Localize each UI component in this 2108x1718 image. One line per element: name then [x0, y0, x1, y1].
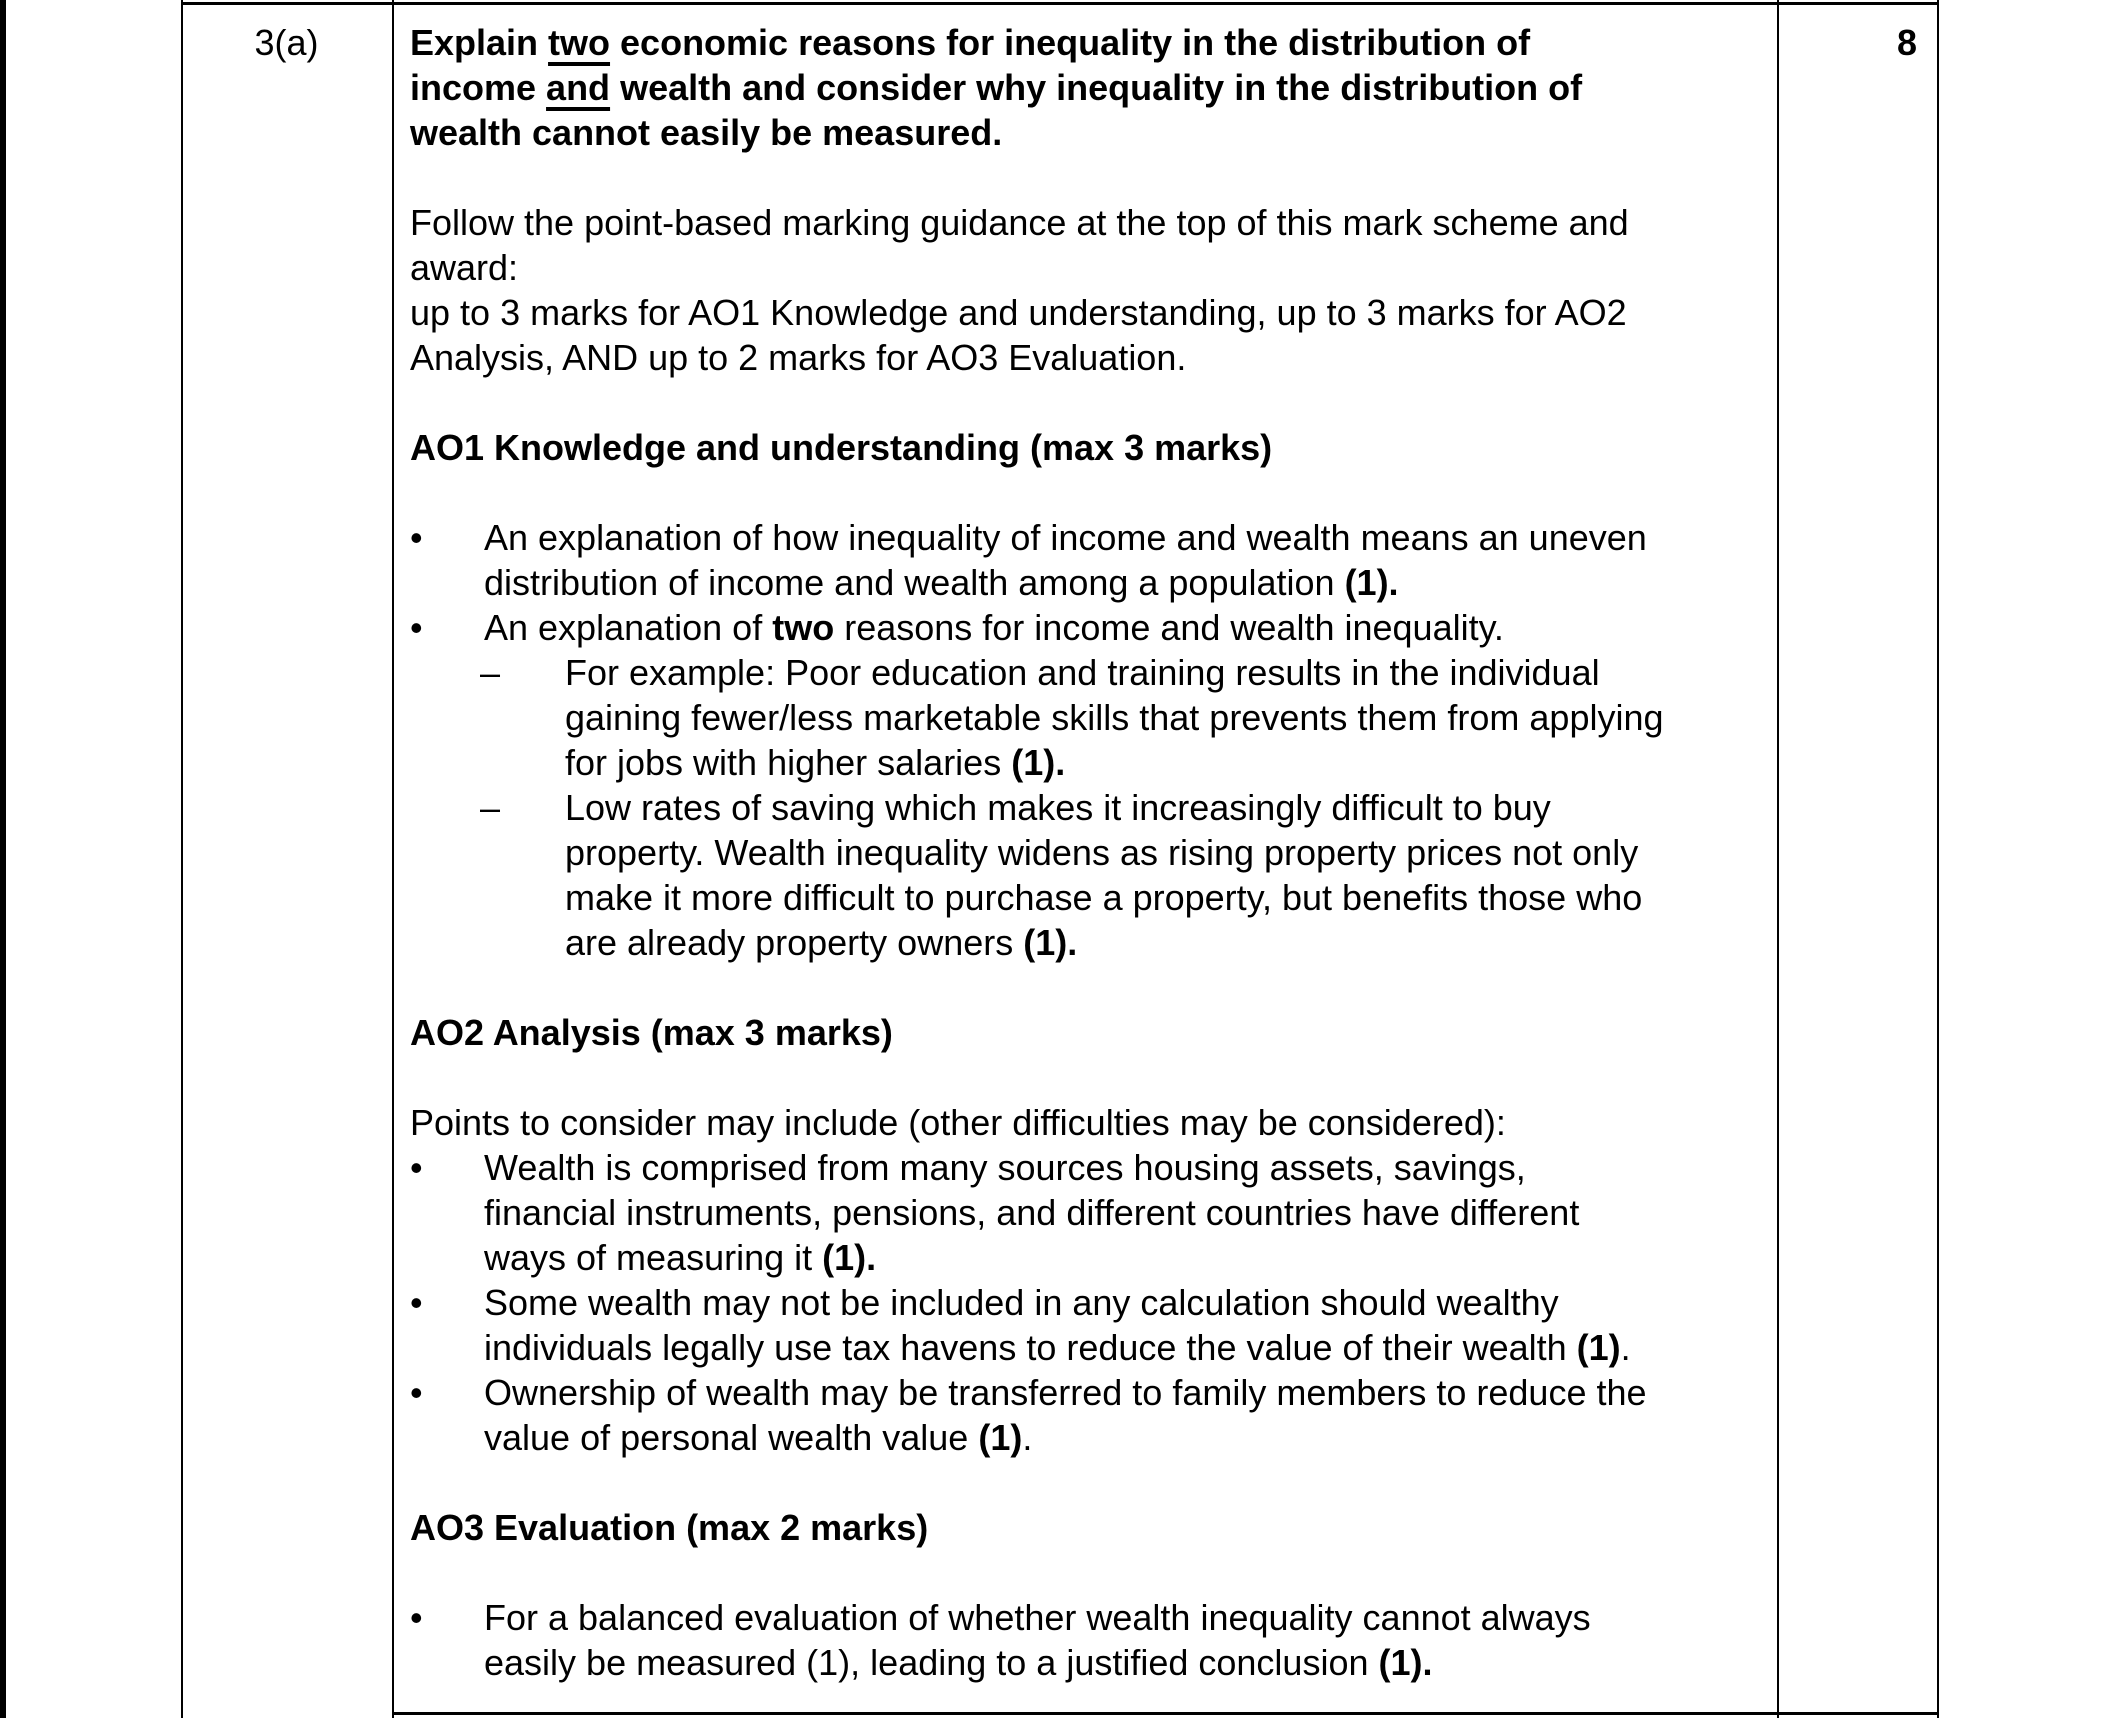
bullet-icon: •	[410, 1147, 423, 1188]
text-run: AO3 Evaluation (max 2 marks)	[410, 1507, 929, 1548]
paragraph-line	[410, 200, 1775, 245]
bullet-item-line	[410, 605, 1775, 650]
blank-line	[410, 1550, 1775, 1595]
bullet-icon: •	[410, 1372, 423, 1413]
text-run: (1).	[1023, 922, 1078, 963]
text-run: (1).	[1344, 562, 1399, 603]
paragraph-line	[410, 1100, 1775, 1145]
text-run: (1)	[978, 1417, 1023, 1458]
text-run: wealth and consider why inequality in the distribution of	[610, 67, 1583, 108]
paragraph-line	[410, 245, 1775, 290]
bullet-item-line	[410, 1370, 1775, 1415]
text-run-group	[565, 650, 1600, 695]
dash-item-line	[410, 920, 1775, 965]
bullet-item-line	[410, 1145, 1775, 1190]
text-run: gaining fewer/less marketable skills that prevents them from applying	[565, 697, 1664, 738]
marks-cell	[1781, 7, 1917, 65]
table-border-question-left	[181, 0, 183, 1718]
question-text-line	[410, 110, 1775, 155]
bullet-icon: •	[410, 1597, 423, 1638]
text-run: up to 3 marks for AO1 Knowledge and understanding, up to 3 marks for AO2	[410, 292, 1627, 333]
bullet-item-line	[410, 560, 1775, 605]
bullet-item-line	[410, 1280, 1775, 1325]
answer-cell	[410, 7, 1775, 1685]
text-run: two	[548, 22, 611, 63]
text-run: for jobs with higher salaries	[565, 742, 1012, 783]
text-run: award:	[410, 247, 519, 288]
blank-line	[410, 1055, 1775, 1100]
blank-line	[410, 470, 1775, 515]
text-run: Ownership of wealth may be transferred to family members to reduce the	[484, 1372, 1647, 1413]
question-number: 3(a)	[254, 22, 319, 63]
text-run: wealth cannot easily be measured.	[410, 112, 1003, 153]
text-run: Some wealth may not be included in any calculation should wealthy	[484, 1282, 1559, 1323]
blank-line	[410, 155, 1775, 200]
text-run: .	[1620, 1327, 1631, 1368]
dash-item-line	[410, 830, 1775, 875]
table-border-answer-left	[392, 0, 394, 1718]
bullet-item-line	[410, 1325, 1775, 1370]
bullet-icon: •	[410, 1282, 423, 1323]
bullet-item-line	[410, 1235, 1775, 1280]
marks-value: 8	[1896, 22, 1917, 63]
text-run: property. Wealth inequality widens as rising property prices not only	[565, 832, 1639, 873]
text-run-group	[565, 785, 1551, 830]
section-heading-line	[410, 425, 1775, 470]
table-border-right	[1937, 0, 1939, 1718]
section-heading-line	[410, 1505, 1775, 1550]
text-run: AO1 Knowledge and understanding (max 3 marks)	[410, 427, 1273, 468]
blank-line	[410, 380, 1775, 425]
table-border-top	[181, 2, 1939, 5]
section-heading-line	[410, 1010, 1775, 1055]
bullet-icon: •	[410, 607, 423, 648]
text-run: Explain	[410, 22, 549, 63]
text-run: Analysis, AND up to 2 marks for AO3 Evaluation.	[410, 337, 1187, 378]
text-run-group	[484, 605, 1504, 650]
question-text-line	[410, 20, 1775, 65]
text-run: Points to consider may include (other difficulties may be considered):	[410, 1102, 1506, 1143]
text-run: For example: Poor education and training results in the individual	[565, 652, 1600, 693]
dash-item-line	[410, 650, 1775, 695]
text-run: Wealth is comprised from many sources housing assets, savings,	[484, 1147, 1526, 1188]
blank-line	[410, 1460, 1775, 1505]
text-run-group	[484, 1280, 1559, 1325]
dash-item-line	[410, 695, 1775, 740]
text-run: (1).	[1011, 742, 1066, 783]
text-run: financial instruments, pensions, and different countries have different	[484, 1192, 1580, 1233]
text-run: ways of measuring it	[484, 1237, 823, 1278]
blank-line	[410, 965, 1775, 1010]
text-run-group	[484, 515, 1647, 560]
dash-item-line	[410, 740, 1775, 785]
bullet-item-line	[410, 515, 1775, 560]
bullet-item-line	[410, 1640, 1775, 1685]
text-run: and	[546, 67, 611, 108]
text-run-group	[484, 1595, 1591, 1640]
text-run: Low rates of saving which makes it increasingly difficult to buy	[565, 787, 1551, 828]
text-run: value of personal wealth value	[484, 1417, 979, 1458]
text-run: Follow the point-based marking guidance at the top of this mark scheme and	[410, 202, 1629, 243]
text-run-group	[484, 1145, 1526, 1190]
text-run: For a balanced evaluation of whether wealth inequality cannot always	[484, 1597, 1591, 1638]
text-run: reasons for income and wealth inequality.	[834, 607, 1504, 648]
bullet-item-line	[410, 1190, 1775, 1235]
text-run: (1)	[1576, 1327, 1621, 1368]
text-run: income	[410, 67, 547, 108]
text-run: (1).	[822, 1237, 877, 1278]
table-border-marks-left	[1777, 0, 1779, 1718]
text-run-group	[484, 1370, 1647, 1415]
text-run: .	[1022, 1417, 1033, 1458]
text-run: An explanation of how inequality of income and wealth means an uneven	[484, 517, 1647, 558]
question-number-cell	[183, 7, 390, 65]
text-run: (1).	[1378, 1642, 1433, 1683]
text-run: make it more difficult to purchase a property, but benefits those who	[565, 877, 1643, 918]
bullet-icon: •	[410, 517, 423, 558]
dash-item-line	[410, 875, 1775, 920]
bullet-item-line	[410, 1595, 1775, 1640]
text-run: two	[772, 607, 835, 648]
text-run: An explanation of	[484, 607, 773, 648]
bullet-item-line	[410, 1415, 1775, 1460]
dash-icon: –	[480, 787, 501, 828]
text-run: economic reasons for inequality in the distribution of	[610, 22, 1531, 63]
text-run: individuals legally use tax havens to reduce the value of their wealth	[484, 1327, 1577, 1368]
paragraph-line	[410, 335, 1775, 380]
text-run: AO2 Analysis (max 3 marks)	[410, 1012, 893, 1053]
text-run: are already property owners	[565, 922, 1024, 963]
question-text-line	[410, 65, 1775, 110]
paragraph-line	[410, 290, 1775, 335]
text-run: easily be measured (1), leading to a justified conclusion	[484, 1642, 1379, 1683]
text-run: distribution of income and wealth among a population	[484, 562, 1345, 603]
page-edge-artifact	[0, 0, 6, 1718]
dash-item-line	[410, 785, 1775, 830]
dash-icon: –	[480, 652, 501, 693]
table-border-bottom	[392, 1712, 1939, 1715]
